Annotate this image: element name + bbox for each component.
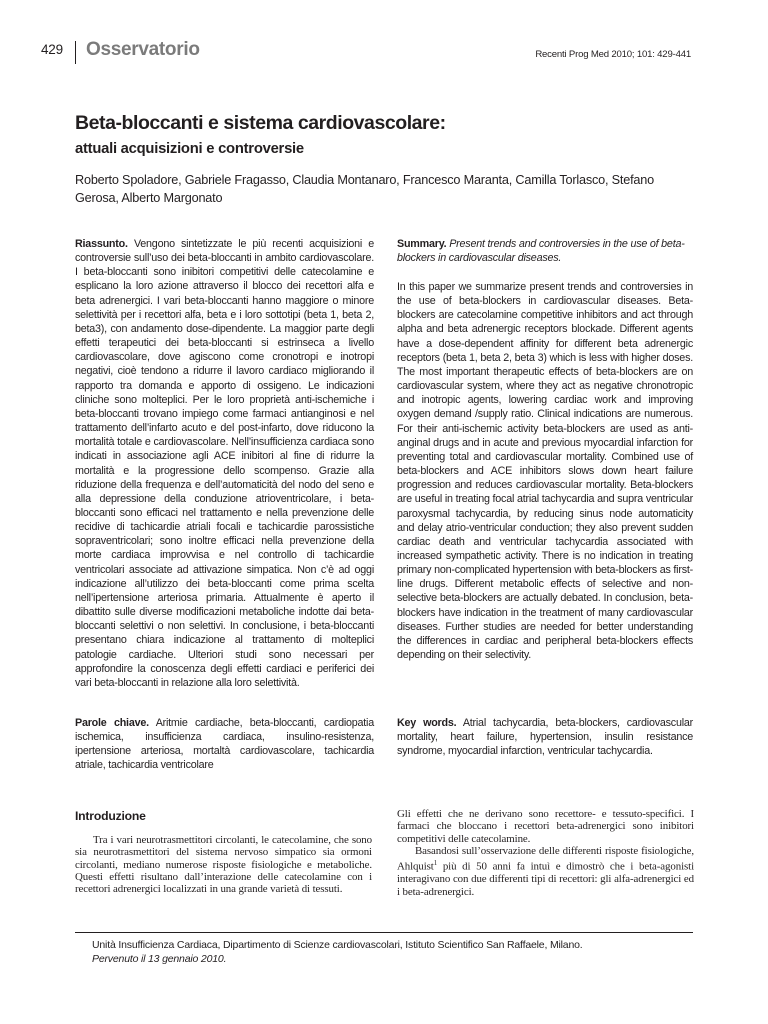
header-divider: [75, 41, 76, 64]
article-title: Beta-bloccanti e sistema cardiovascolare:: [75, 112, 446, 134]
received-date: Pervenuto il 13 gennaio 2010.: [92, 953, 227, 965]
introduction-heading: Introduzione: [75, 809, 146, 823]
footer-divider: [75, 932, 693, 933]
keywords-en-text: Atrial tachycardia, beta-blockers, cardiovascular mortality, heart failure, hypertension, insulin resistance syndrome, myocardial infarction, ventricular tachycardia.: [397, 717, 693, 758]
article-subtitle: attuali acquisizioni e controversie: [75, 141, 304, 157]
journal-citation: Recenti Prog Med 2010; 101: 429-441: [535, 49, 691, 60]
reference-superscript: 1: [433, 859, 438, 868]
abstract-label: Riassunto.: [75, 238, 128, 250]
section-title: Osservatorio: [86, 39, 200, 60]
keywords-it-label: Parole chiave.: [75, 717, 149, 729]
keywords-english: [397, 716, 693, 758]
abstract-text: Vengono sintetizzate le più recenti acquisizioni e controversie sull’uso dei beta-bloccanti in ambito cardiovascolare. I beta-bloccanti sono inibitori competitivi delle catecolamine e esplicano la loro azione attraverso il blocco dei recettori alfa e beta adrenergici. I vari beta-bloccanti hanno maggiore o minore selettività per i recettori alfa, beta e i loro sottotipi (beta 1, beta 2, beta3), con andamento dose-dipendente. La maggior parte degli effetti terapeutici dei beta-bloccanti si estrinseca a livello cardiovascolare, dove agiscono come cronotropi e inotropi negativi, cioè tendono a ridurre il lavoro cardiaco migliorando il rapporto tra domanda e apporto di ossigeno. Le indicazioni cliniche sono molteplici. Per le loro proprietà anti-ischemiche i beta-bloccanti trovano impiego come farmaci antianginosi e nel trattamento dell’infarto acuto e del post-infarto, dove riducono la mortalità totale e cardiovascolare. Nell’insufficienza cardiaca sono indicati in associazione agli ACE inibitori al fine di ridurre la mortalità e la progressione dello scompenso. Grazie alla riduzione della frequenza e dell’automaticità del nodo del seno e alla depressione della conduzione atrioventricolare, i beta-bloccanti sono efficaci nel trattamento e nella prevenzione delle recidive di tachicardie atriali focali e tachicardie parossistiche sopraventricolari; sono inoltre efficaci nella prevenzione della morte cardiaca improvvisa e nel controllo di tachicardie ventricolari associate ad attivazione simpatica. Non c’è ad oggi indicazione all’utilizzo dei beta-bloccanti come prima scelta nell’ipertensione arteriosa primaria. Attualmente è aperto il dibattito sulle diverse modificazioni metaboliche indotte dai beta-bloccanti selettivi o non selettivi. In conclusione, i beta-bloccanti presentano chiara indicazione al trattamento di molteplici patologie cardiache. Ulteriori studi sono necessari per approfondire la conoscenza degli effetti cardiaci e periferici dei vari beta-bloccanti in relazione alla loro selettività.: [75, 238, 374, 689]
author-affiliation: Unità Insufficienza Cardiaca, Dipartimento di Scienze cardiovascolari, Istituto Scientifico San Raffaele, Milano.: [92, 939, 583, 951]
para3-text-end: più di 50 anni fa intuì e dimostrò che i beta-agonisti interagivano con due differenti tipi di recettori: gli alfa-adrenergici ed i beta-adrenergici.: [397, 861, 694, 898]
introduction-paragraph-2: Gli effetti che ne derivano sono recettore- e tessuto-specifici. I farmaci che bloccano i recettori beta-adrenergici sono inibitori competitivi delle catecolamine.: [397, 808, 694, 845]
keywords-it-text: Aritmie cardiache, beta-bloccanti, cardiopatia ischemica, insufficienza cardiaca, insulino-resistenza, ipertensione arteriosa, mortaltà cardiovascolare, tachicardia atriale, tachicardia ventricolare: [75, 717, 374, 772]
author-list: Roberto Spoladore, Gabriele Fragasso, Claudia Montanaro, Francesco Maranta, Camilla Torlasco, Stefano Gerosa, Alberto Margonato: [75, 173, 655, 205]
introduction-right-column: [397, 808, 694, 898]
summary-subtitle: Present trends and controversies in the use of beta-blockers in cardiovascular diseases.: [397, 238, 685, 265]
summary-english: In this paper we summarize present trends and controversies in the use of beta-blockers in cardiovascular diseases. Beta-blockers are catecolamine competitive inhibitors and act through alpha and beta adrenergic receptors blockade. Different agents have a dose-dependent affinity for different beta adrenergic receptors (beta 1, beta 2, beta 3) which is less with higher doses. The most important therapeutic effects of beta-blockers are on cardiovascular system, where they act as negative chronotropic and inotropic agents, lowering cardiac work and improving oxygen demand /supply ratio. Clinical indications are numerous. For their anti-ischemic activity beta-blockers are used as anti-anginal drugs and in acute and previous myocardial infarction for preventing total and cardiovascular mortality. Combined use of beta-blockers and ACE inhibitors slows down heart failure progression and reduces cardiovascular mortality. Beta-blockers are useful in treating focal atrial tachycardia and supra ventricular paroxysmal tachycardia, by reducing sinus node automaticity and delay atrio-ventricular conduction; they also prevent sudden cardiac death and ventricular tachycardia associated with increased sympathetic activity. There is no indication in treating primary non-complicated hypertension with beta-blockers as first-line drugs. Different metabolic effects of selective and non-selective beta-blockers are actually debated. In conclusion, beta-blockers have indication in the treatment of many cardiovascular diseases. Further studies are needed for better understanding the differences in cardiac and peripheral beta-blockers effects depending on their selectivity.: [397, 281, 693, 662]
introduction-paragraph-1: Tra i vari neurotrasmettitori circolanti, le catecolamine, che sono sia neurotrasmettitori del sistema nervoso simpatico sia ormoni circolanti, mediano numerose risposte fisiologiche e metaboliche. Questi effetti risultano dall’interazione delle catecolamine con i recettori adrenergici localizzati in una grande varietà di tessuti.: [75, 834, 372, 896]
abstract-italian: [75, 237, 374, 690]
page-number: 429: [41, 42, 63, 57]
introduction-paragraph-3: [397, 845, 694, 898]
summary-heading: [397, 237, 695, 265]
para3-text-start: Basandosi sull’osservazione delle differenti risposte fisiologiche, Ahlquist: [397, 845, 694, 873]
keywords-en-label: Key words.: [397, 717, 457, 729]
keywords-italian: [75, 716, 374, 773]
summary-label: Summary.: [397, 238, 447, 250]
